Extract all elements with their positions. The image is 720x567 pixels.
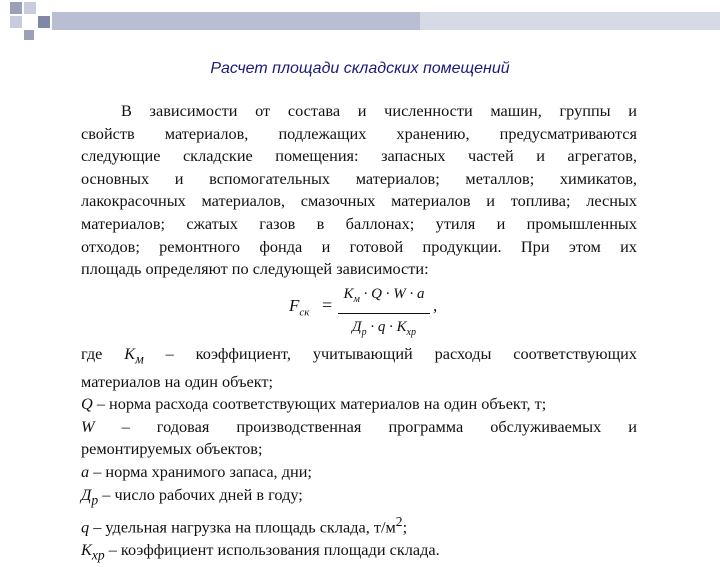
deco-band-light [420,12,720,30]
header-decoration [0,0,720,40]
deco-square [10,16,22,28]
definition-khr: $К_{хр}$ – коэффициент использования площади склада. [81,540,440,563]
definition-q-norm: Q – норма расхода соответствующих материалов на один объект, т; [81,394,547,414]
text-line: лакокрасочных материалов, смазочных материалов и топлива; лесных [81,191,637,211]
text-line: материалов; сжатых газов в баллонах; утиля и промышленных [81,213,637,233]
formula-denominator: $Д_р \cdot q \cdot К_{хр}$ [352,319,416,339]
text-line: отходов; ремонтного фонда и готовой продукции. При этом их [81,236,637,256]
definition-a: a – норма хранимого запаса, дни; [81,461,312,481]
page-title: Расчет площади складских помещений [210,60,510,77]
definitions-list [81,343,637,567]
formula-equals: = [322,294,333,315]
text-line: В зависимости от состава и численности машин, группы и [121,101,637,120]
formula-lhs: $F_{ск}$ [289,295,310,319]
text-line: основных и вспомогательных материалов; металлов; химикатов, [81,168,637,188]
definition-q-load: q – удельная нагрузка на площадь склада, $т/м^2$; [81,514,408,537]
definition-km-cont: материалов на один объект; [81,371,274,391]
area-formula [81,283,637,337]
text-line: следующие складские помещения: запасных частей и агрегатов, [81,146,637,166]
deco-square [24,30,34,40]
formula-fraction [338,283,430,345]
text-line: свойств материалов, подлежащих хранению, предусматриваются [81,123,637,143]
definition-dr: $Д_р$ – число рабочих дней в году; [81,484,303,507]
definition-w: W – годовая производственная программа обслуживаемых и [81,416,637,436]
deco-square [10,2,22,14]
document-body [81,100,637,567]
deco-square [38,16,50,28]
definition-w-cont: ремонтируемых объектов; [81,439,263,459]
deco-square [24,2,36,14]
definition-km: где $К_м$ – коэффициент, учитывающий расходы соответствующих [81,343,637,366]
intro-paragraph [81,100,637,281]
formula-numerator: $К_м \cdot Q \cdot W \cdot a$ [338,283,430,315]
text-line: площадь определяют по следующей зависимости: [81,259,429,279]
formula-comma: , [433,295,438,315]
